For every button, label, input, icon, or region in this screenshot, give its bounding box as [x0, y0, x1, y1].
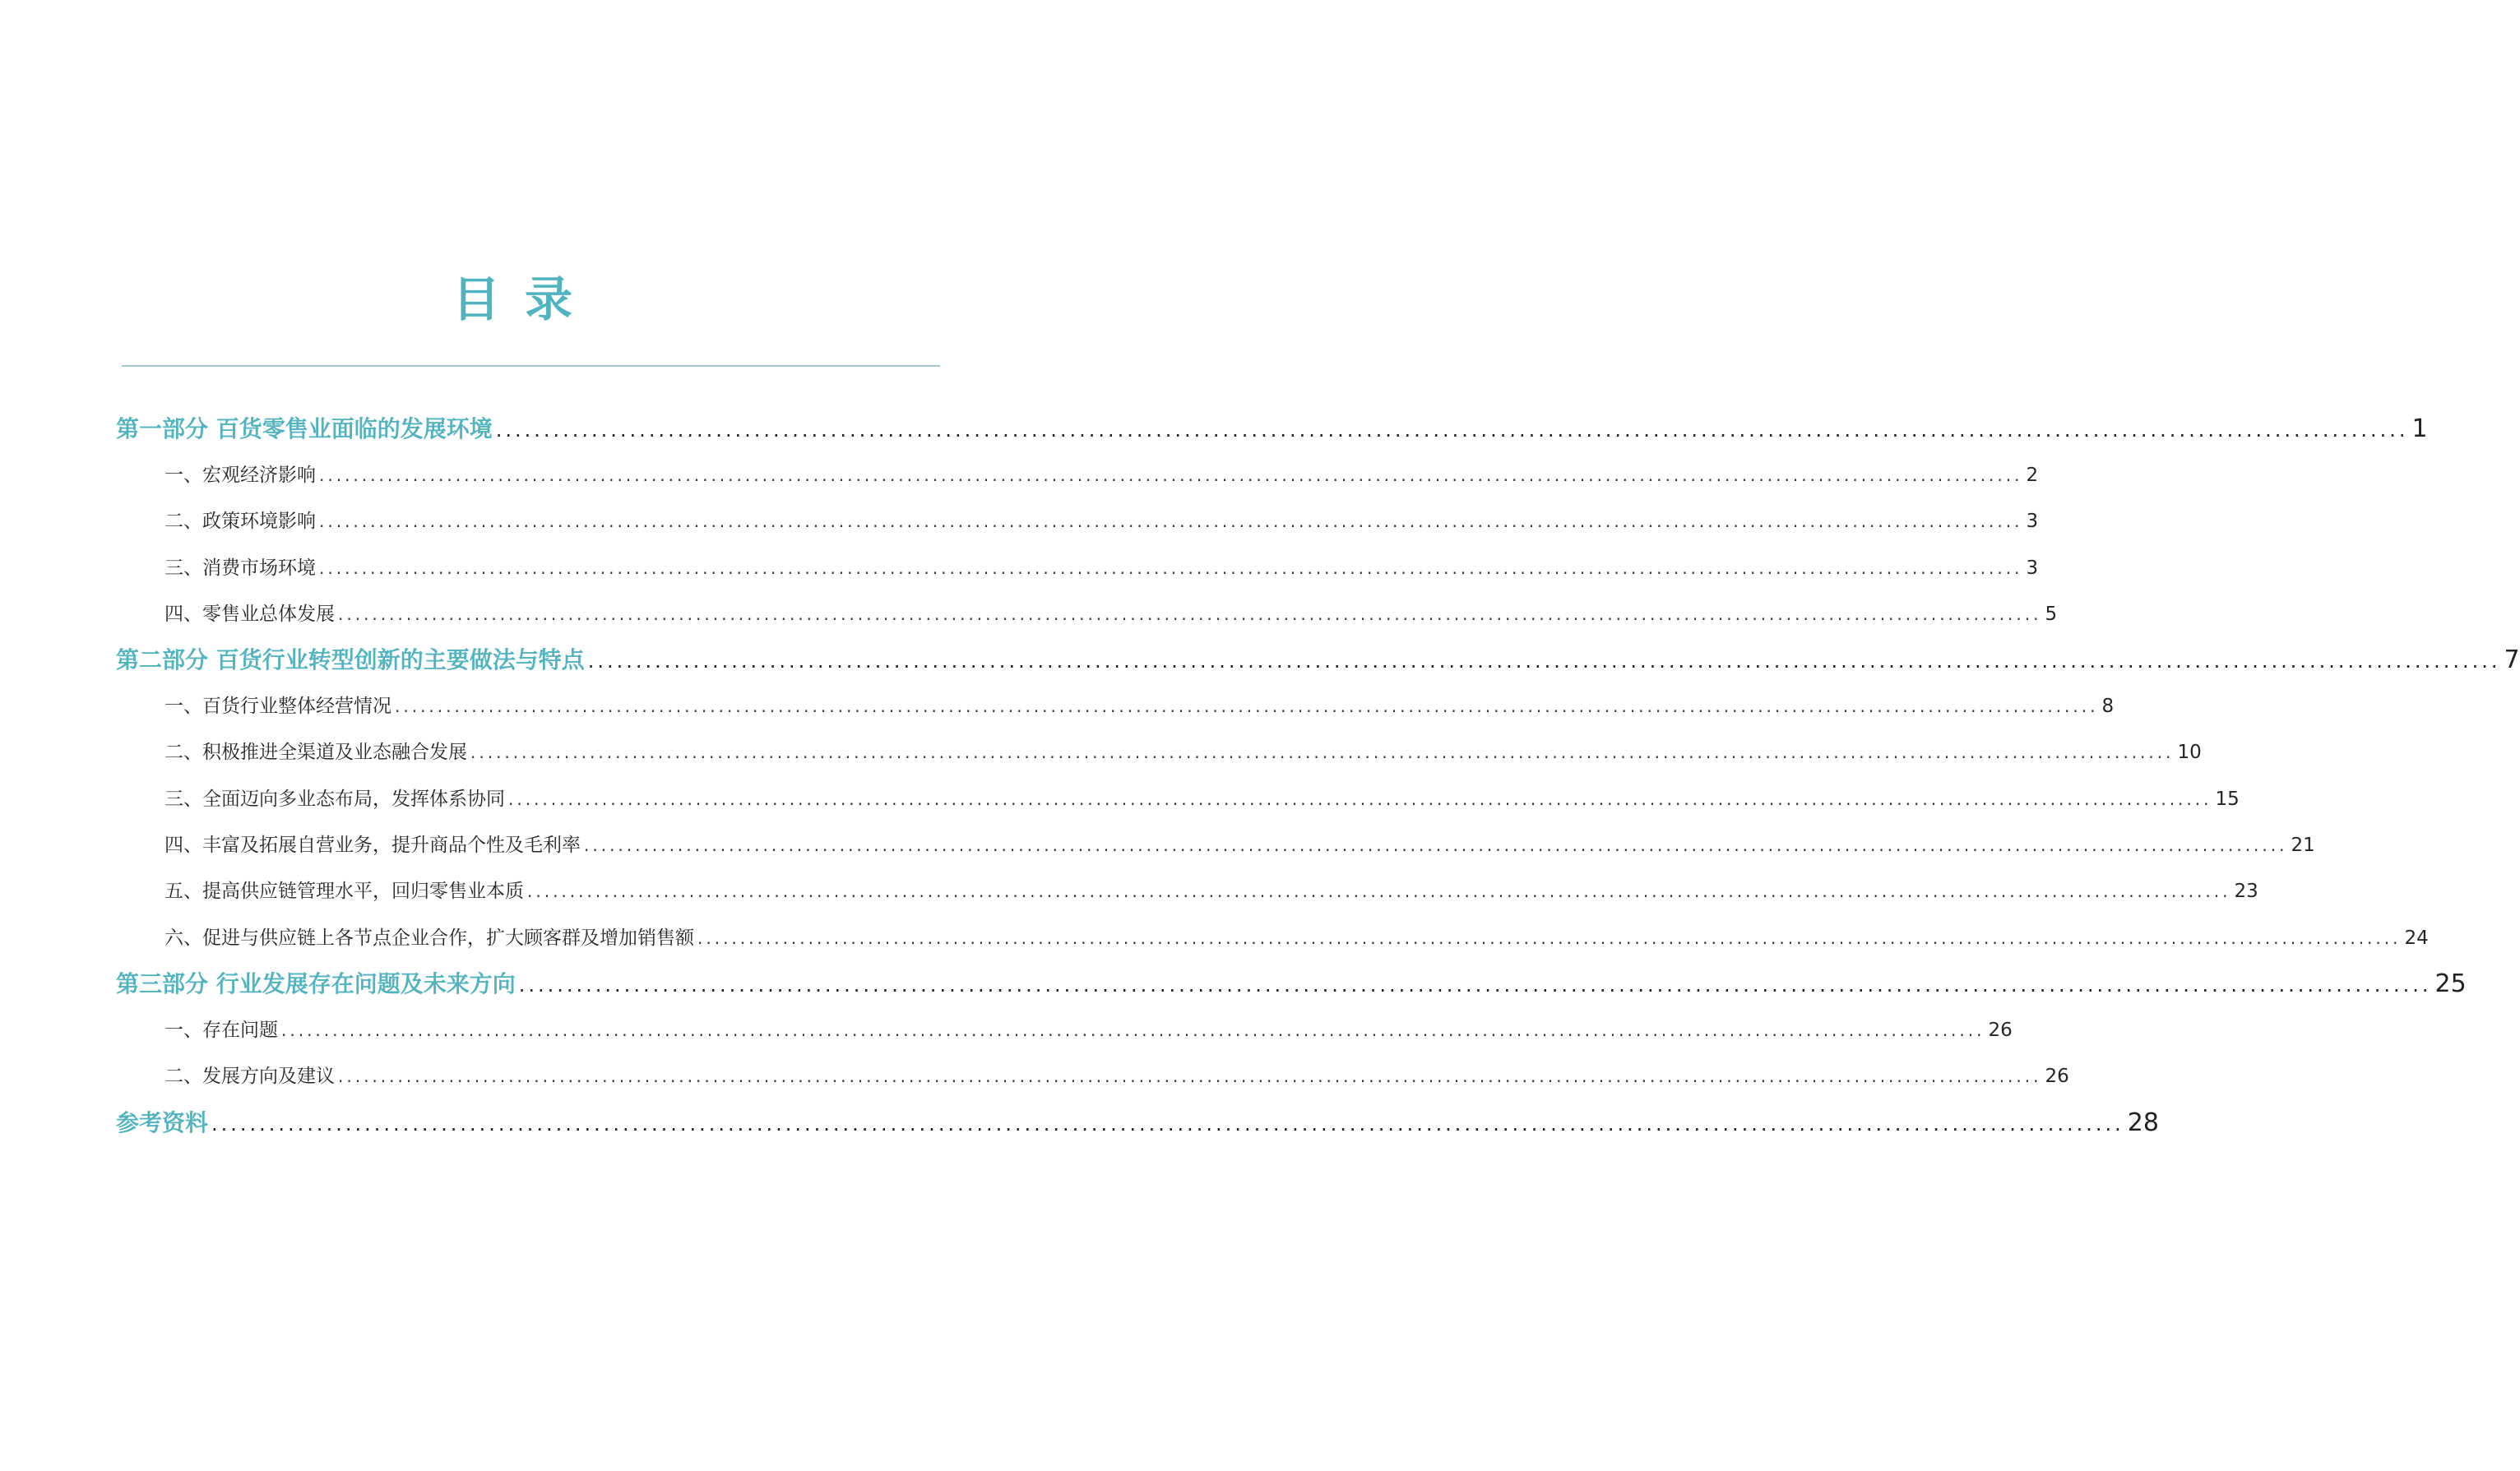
- toc-page-number: 7: [2504, 645, 2520, 675]
- toc-page-number: 28: [2127, 1108, 2159, 1137]
- dot-leader: ........................................................................................................................................................................................................: [281, 1020, 1985, 1040]
- toc-section-2-2[interactable]: [116, 729, 2202, 775]
- toc-section-label: 一、宏观经济影响: [164, 465, 316, 486]
- toc-page-number: 3: [2026, 557, 2039, 579]
- toc-section-1-4[interactable]: [116, 591, 2058, 637]
- toc-part-1[interactable]: [116, 406, 2428, 452]
- toc-page-number: 26: [1988, 1019, 2013, 1041]
- toc-page-number: 3: [2026, 511, 2039, 533]
- dot-leader: ........................................................................................................................................................................................................: [587, 650, 2501, 673]
- toc-section-3-2[interactable]: [116, 1053, 2069, 1099]
- dot-leader: ........................................................................................................................................................................................................: [211, 1112, 2124, 1136]
- toc-page-number: 15: [2215, 788, 2240, 810]
- toc-section-2-4[interactable]: [116, 822, 2315, 868]
- toc-section-label: 一、存在问题: [164, 1019, 278, 1041]
- toc-page-number: 5: [2045, 603, 2058, 625]
- dot-leader: ........................................................................................................................................................................................................: [395, 696, 2099, 717]
- toc-section-2-3[interactable]: [116, 776, 2240, 822]
- toc-page-number: 10: [2177, 742, 2202, 764]
- toc-section-label: 二、积极推进全渠道及业态融合发展: [164, 742, 467, 764]
- toc-section-label: 二、发展方向及建议: [164, 1066, 335, 1088]
- toc-section-2-1[interactable]: [116, 683, 2115, 729]
- table-of-contents: [116, 406, 2520, 1146]
- toc-page-number: 24: [2404, 927, 2429, 949]
- toc-part-label: 第一部分 百货零售业面临的发展环境: [116, 415, 493, 442]
- dot-leader: ........................................................................................................................................................................................................: [527, 881, 2231, 902]
- toc-page-number: 8: [2101, 696, 2115, 718]
- dot-leader: ........................................................................................................................................................................................................: [319, 511, 2023, 532]
- toc-page-number: 25: [2434, 969, 2467, 998]
- dot-leader: ........................................................................................................................................................................................................: [319, 557, 2023, 578]
- toc-section-label: 三、全面迈向多业态布局，发挥体系协同: [164, 788, 505, 810]
- dot-leader: ........................................................................................................................................................................................................: [495, 419, 2409, 442]
- toc-section-label: 一、百货行业整体经营情况: [164, 696, 391, 718]
- toc-part-label: 第三部分 行业发展存在问题及未来方向: [116, 969, 516, 997]
- toc-page-number: 1: [2411, 414, 2428, 443]
- dot-leader: ........................................................................................................................................................................................................: [338, 1066, 2042, 1087]
- toc-page-number: 2: [2026, 465, 2039, 486]
- dot-leader: ........................................................................................................................................................................................................: [584, 835, 2288, 856]
- toc-section-1-1[interactable]: [116, 452, 2039, 498]
- toc-section-1-2[interactable]: [116, 498, 2039, 544]
- dot-leader: ........................................................................................................................................................................................................: [470, 742, 2175, 763]
- toc-references[interactable]: [116, 1100, 2159, 1146]
- toc-page-number: 26: [2045, 1066, 2069, 1088]
- toc-section-label: 五、提高供应链管理水平，回归零售业本质: [164, 881, 524, 903]
- toc-section-3-1[interactable]: [116, 1007, 2013, 1053]
- toc-section-label: 四、零售业总体发展: [164, 603, 335, 625]
- toc-part-label: 参考资料: [116, 1108, 209, 1136]
- dot-leader: ........................................................................................................................................................................................................: [338, 604, 2042, 624]
- page-title: 目录: [452, 271, 597, 327]
- dot-leader: ........................................................................................................................................................................................................: [508, 789, 2212, 809]
- toc-part-3[interactable]: [116, 961, 2467, 1007]
- dot-leader: ........................................................................................................................................................................................................: [518, 973, 2432, 997]
- toc-part-2[interactable]: [116, 637, 2520, 683]
- dot-leader: ........................................................................................................................................................................................................: [697, 927, 2402, 948]
- toc-part-label: 第二部分 百货行业转型创新的主要做法与特点: [116, 646, 585, 674]
- dot-leader: ........................................................................................................................................................................................................: [319, 465, 2023, 485]
- toc-section-label: 六、促进与供应链上各节点企业合作，扩大顾客群及增加销售额: [164, 927, 694, 949]
- toc-page-number: 23: [2234, 881, 2258, 903]
- toc-section-1-3[interactable]: [116, 545, 2039, 591]
- toc-section-2-5[interactable]: [116, 868, 2258, 914]
- toc-section-2-6[interactable]: [116, 915, 2429, 961]
- toc-section-label: 三、消费市场环境: [164, 557, 316, 579]
- toc-page-number: 21: [2291, 835, 2315, 857]
- toc-section-label: 四、丰富及拓展自营业务，提升商品个性及毛利率: [164, 835, 581, 857]
- toc-section-label: 二、政策环境影响: [164, 511, 316, 533]
- title-divider: [122, 365, 940, 367]
